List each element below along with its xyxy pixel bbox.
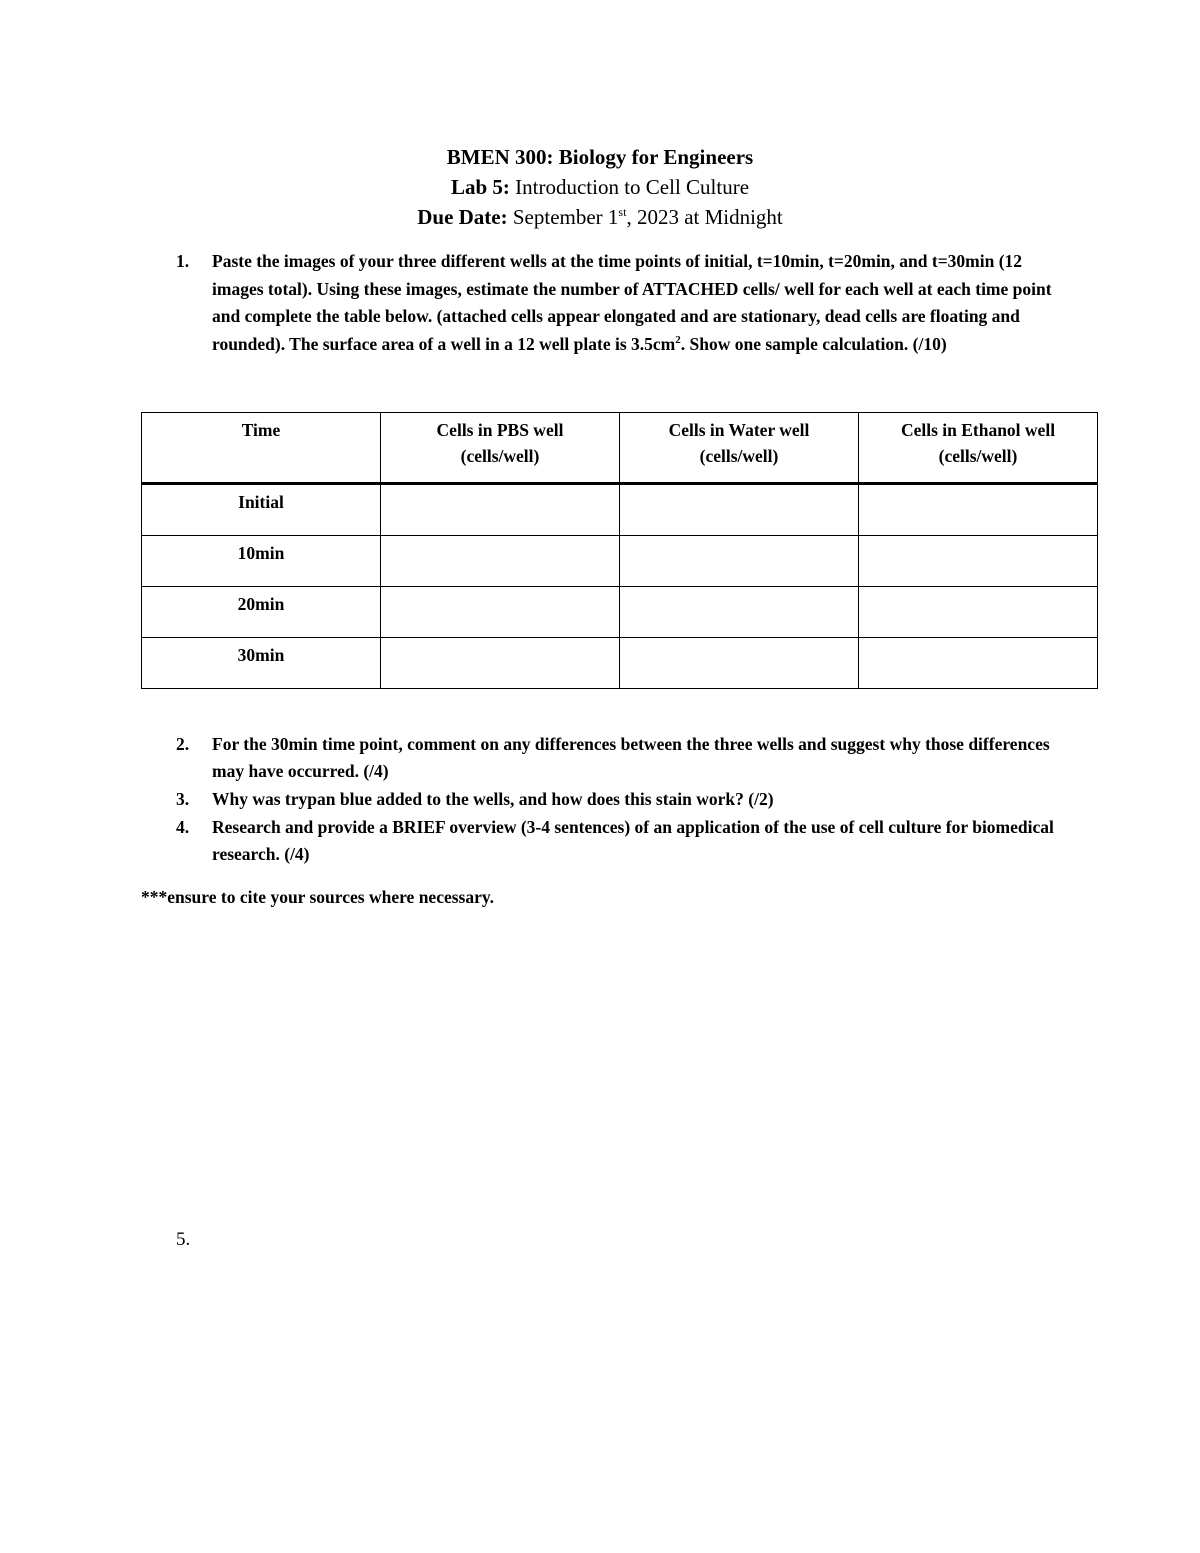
time-cell: 20min — [142, 587, 381, 638]
question-number: 4. — [176, 817, 190, 837]
cell-count-table — [141, 412, 1098, 689]
question-3 — [176, 786, 1076, 813]
question-4 — [176, 814, 1076, 868]
water-cell[interactable] — [620, 536, 859, 587]
table-row — [142, 638, 1098, 689]
water-cell[interactable] — [620, 587, 859, 638]
course-title: BMEN 300: Biology for Engineers — [446, 145, 754, 169]
question-text: For the 30min time point, comment on any differences between the three wells and suggest why those differences may have occurred. (/4) — [212, 734, 1050, 781]
ethanol-cell[interactable] — [859, 638, 1098, 689]
question-text: Paste the images of your three different wells at the time points of initial, t=10min, t=20min, and t=30min (12 images total). Using these images, estimate the number of ATTACHED cells/ well for each well at each time point and complete the table below. (attached cells appear elongated and are stationary, dead cells are floating and rounded). The surface area of a well in a 12 well plate is $3.5cm^2$. Show one sample calculation. (/10) — [212, 251, 1052, 354]
time-cell: 30min — [142, 638, 381, 689]
table-header-row — [142, 413, 1098, 484]
header-pbs: Cells in PBS well (cells/well) — [381, 413, 620, 484]
time-cell: 10min — [142, 536, 381, 587]
document-header — [0, 142, 1200, 232]
question-2 — [176, 731, 1076, 785]
header-ethanol: Cells in Ethanol well (cells/well) — [859, 413, 1098, 484]
question-list — [176, 731, 1076, 869]
citation-note: ***ensure to cite your sources where necessary. — [141, 887, 495, 907]
ethanol-cell[interactable] — [859, 587, 1098, 638]
question-5-number: 5. — [176, 1229, 191, 1250]
ethanol-cell[interactable] — [859, 484, 1098, 536]
table-row — [142, 587, 1098, 638]
question-number: 2. — [176, 734, 190, 754]
water-cell[interactable] — [620, 484, 859, 536]
due-date: Due Date: September 1st, 2023 at Midnight — [417, 205, 783, 229]
table-row — [142, 536, 1098, 587]
pbs-cell[interactable] — [381, 536, 620, 587]
time-cell: Initial — [142, 484, 381, 536]
water-cell[interactable] — [620, 638, 859, 689]
table-row — [142, 484, 1098, 536]
pbs-cell[interactable] — [381, 638, 620, 689]
header-water: Cells in Water well (cells/well) — [620, 413, 859, 484]
question-text: Why was trypan blue added to the wells, and how does this stain work? (/2) — [212, 789, 774, 809]
question-number: 1. — [176, 251, 190, 271]
question-number: 3. — [176, 789, 190, 809]
ethanol-cell[interactable] — [859, 536, 1098, 587]
pbs-cell[interactable] — [381, 587, 620, 638]
lab-title: Lab 5: Introduction to Cell Culture — [450, 175, 750, 199]
header-time: Time — [142, 413, 381, 484]
question-1 — [176, 248, 1076, 358]
pbs-cell[interactable] — [381, 484, 620, 536]
question-text: Research and provide a BRIEF overview (3-4 sentences) of an application of the use of cell culture for biomedical research. (/4) — [212, 817, 1054, 864]
